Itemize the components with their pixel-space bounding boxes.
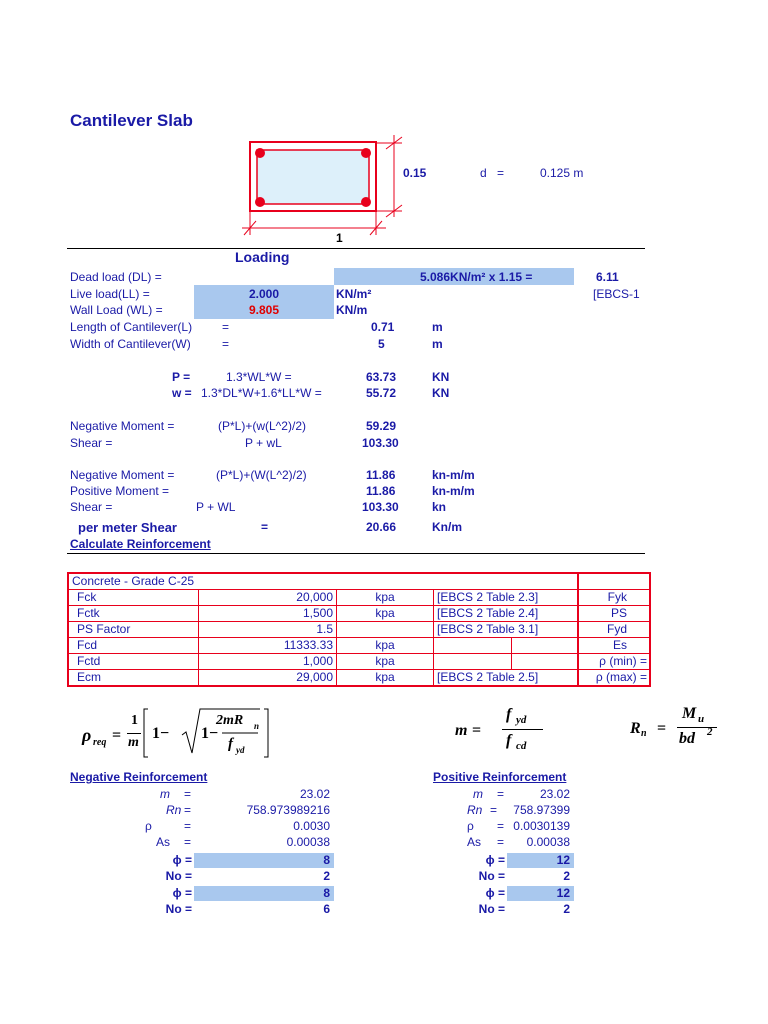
per-meter-shear-label: per meter Shear — [78, 520, 177, 535]
d-value: 0.125 m — [540, 166, 584, 180]
neg-as-value: 0.00038 — [286, 835, 330, 849]
page-title: Cantilever Slab — [70, 111, 193, 130]
neg-rho-label: ρ — [145, 819, 152, 833]
wall-load-unit: KN/m — [336, 303, 368, 317]
neg-as-label: As — [156, 835, 171, 849]
live-load-ref: [EBCS-1 — [593, 287, 640, 301]
neg-rn-label: Rn — [166, 803, 182, 817]
neg-moment2-label: Negative Moment = — [70, 468, 175, 482]
pos-rho-value: 0.0030139 — [513, 819, 570, 833]
neg-phi1-label: ϕ = — [172, 853, 192, 867]
per-meter-shear-value: 20.66 — [366, 520, 397, 534]
w-unit: KN — [432, 386, 450, 400]
pos-phi2-label: ϕ = — [485, 886, 505, 900]
cell-value: 20,000 — [199, 590, 337, 606]
cell-right: ρ (min) = — [578, 654, 650, 670]
shear2-value: 103.30 — [362, 500, 399, 514]
w-formula: 1.3*DL*W+1.6*LL*W = — [201, 386, 322, 400]
neg-reinf-heading: Negative Reinforcement — [70, 770, 208, 784]
concrete-table — [67, 572, 651, 687]
neg-no1-label: No = — [165, 869, 192, 883]
width-label-row: Width of Cantilever(W) — [70, 337, 191, 351]
p-label: P = — [172, 370, 191, 384]
neg-no2-label: No = — [165, 902, 192, 916]
cell-name: PS Factor — [68, 622, 199, 638]
slab-section-drawing — [240, 135, 410, 247]
pos-phi1-input[interactable]: 12 — [556, 853, 570, 867]
m-formula: m = f yd f cd — [455, 705, 555, 760]
cell-value: 29,000 — [199, 670, 337, 687]
depth-label: 0.15 — [403, 166, 427, 180]
shear2-label: Shear = — [70, 500, 113, 514]
width-unit: m — [432, 337, 443, 351]
rn-formula: R n = M u bd 2 — [630, 705, 740, 760]
dead-load-calc: 5.086KN/m² x 1.15 = — [420, 270, 533, 284]
table-row — [68, 638, 650, 654]
rebar-dot — [361, 148, 371, 158]
shear2-formula: P + WL — [196, 500, 236, 514]
cell-unit: kpa — [337, 670, 434, 687]
pos-m-eq: = — [497, 787, 505, 801]
divider — [67, 248, 645, 249]
w-label: w = — [172, 386, 192, 400]
cell-right: Fyd — [578, 622, 650, 638]
shear-label: Shear = — [70, 436, 113, 450]
pos-rn-label: Rn — [467, 803, 483, 817]
pos-rn-value: 758.97399 — [513, 803, 570, 817]
cell-ref — [434, 654, 512, 670]
pos-phi1-label: ϕ = — [485, 853, 505, 867]
wall-load-label: Wall Load (WL) = — [70, 303, 163, 317]
neg-moment2-value: 11.86 — [366, 468, 396, 482]
pos-no2-value: 2 — [563, 902, 570, 916]
pos-m-label: m — [473, 787, 483, 801]
table-row — [68, 654, 650, 670]
table-row — [68, 573, 650, 590]
cell-name: Ecm — [68, 670, 199, 687]
length-value: 0.71 — [371, 320, 395, 334]
live-load-label: Live load(LL) = — [70, 287, 150, 301]
neg-rho-eq: = — [184, 819, 192, 833]
cell-value: 11333.33 — [199, 638, 337, 654]
table-row — [68, 606, 650, 622]
neg-phi1-input[interactable]: 8 — [323, 853, 330, 867]
rebar-dot — [255, 148, 265, 158]
neg-moment-formula: (P*L)+(w(L^2)/2) — [218, 419, 306, 433]
cell-name: Fck — [68, 590, 199, 606]
cell-value: 1,000 — [199, 654, 337, 670]
cell-value: 1,500 — [199, 606, 337, 622]
neg-moment2-unit: kn-m/m — [432, 468, 475, 482]
cell-unit: kpa — [337, 590, 434, 606]
length-label: Length of Cantilever(L) — [70, 320, 193, 334]
reinforcement-heading: Calculate Reinforcement — [70, 537, 211, 551]
cell-unit: kpa — [337, 638, 434, 654]
d-eq: = — [497, 166, 505, 180]
pos-as-value: 0.00038 — [526, 835, 570, 849]
neg-moment-value: 59.29 — [366, 419, 397, 433]
d-label: d — [480, 166, 487, 180]
pos-as-label: As — [467, 835, 482, 849]
pos-as-eq: = — [497, 835, 505, 849]
neg-moment2-formula: (P*L)+(W(L^2)/2) — [216, 468, 307, 482]
concrete-title: Concrete - Grade C-25 — [68, 573, 578, 590]
section-core — [257, 150, 369, 204]
cell-unit: kpa — [337, 606, 434, 622]
shear2-unit: kn — [432, 500, 447, 514]
cell-name: Fcd — [68, 638, 199, 654]
p-unit: KN — [432, 370, 450, 384]
loading-heading: Loading — [235, 249, 290, 265]
pos-reinf-heading: Positive Reinforcement — [433, 770, 567, 784]
pos-moment-unit: kn-m/m — [432, 484, 475, 498]
neg-m-label: m — [160, 787, 170, 801]
cell-name: Fctd — [68, 654, 199, 670]
divider — [67, 553, 645, 554]
rebar-dot — [361, 197, 371, 207]
cell-ref: [EBCS 2 Table 3.1] — [434, 622, 579, 638]
neg-m-value: 23.02 — [299, 787, 330, 801]
length-unit: m — [432, 320, 443, 334]
dead-load-value: 6.11 — [596, 270, 619, 284]
neg-no2-value: 6 — [323, 902, 330, 916]
p-value: 63.73 — [366, 370, 397, 384]
cell-unit — [337, 622, 434, 638]
width-label: 1 — [336, 231, 343, 245]
cell-right: ρ (max) = — [578, 670, 650, 687]
rho-formula: ρ req = 1 m 1− 1− 2mR n f yd — [82, 703, 282, 763]
pos-m-value: 23.02 — [539, 787, 570, 801]
cell-right: Es — [578, 638, 650, 654]
neg-m-eq: = — [184, 787, 192, 801]
width-value: 5 — [378, 337, 385, 351]
cell-ref — [434, 638, 512, 654]
cell-right: Fyk — [578, 590, 650, 606]
neg-rn-value: 758.973989216 — [246, 803, 330, 817]
dead-load-label: Dead load (DL) = — [70, 270, 162, 284]
live-load-input[interactable]: 2.000 — [248, 287, 280, 301]
live-load-unit: KN/m² — [336, 287, 372, 301]
pos-rn-eq: = — [490, 803, 498, 817]
per-meter-shear-eq: = — [261, 520, 269, 534]
pos-no1-label: No = — [478, 869, 505, 883]
pos-no2-label: No = — [478, 902, 505, 916]
per-meter-shear-unit: Kn/m — [432, 520, 462, 534]
cell-unit: kpa — [337, 654, 434, 670]
width-eq: = — [222, 337, 230, 351]
length-eq: = — [222, 320, 230, 334]
pos-rho-eq: = — [497, 819, 505, 833]
pos-moment-label: Positive Moment = — [70, 484, 170, 498]
cell-value: 1.5 — [199, 622, 337, 638]
table-row — [68, 590, 650, 606]
neg-rho-value: 0.0030 — [293, 819, 330, 833]
cell-ref: [EBCS 2 Table 2.4] — [434, 606, 579, 622]
shear-formula: P + wL — [245, 436, 282, 450]
pos-rho-label: ρ — [467, 819, 474, 833]
cell-ref: [EBCS 2 Table 2.3] — [434, 590, 579, 606]
cell-name: Fctk — [68, 606, 199, 622]
p-formula: 1.3*WL*W = — [226, 370, 292, 384]
table-row — [68, 670, 650, 687]
shear-value: 103.30 — [362, 436, 399, 450]
neg-no1-value: 2 — [323, 869, 330, 883]
neg-rn-eq: = — [184, 803, 192, 817]
cell-ref: [EBCS 2 Table 2.5] — [434, 670, 579, 687]
neg-phi2-input[interactable]: 8 — [323, 886, 330, 900]
pos-moment-value: 11.86 — [366, 484, 396, 498]
pos-no1-value: 2 — [563, 869, 570, 883]
neg-phi2-label: ϕ = — [172, 886, 192, 900]
w-value: 55.72 — [366, 386, 397, 400]
rebar-dot — [255, 197, 265, 207]
pos-phi2-input[interactable]: 12 — [556, 886, 570, 900]
neg-as-eq: = — [184, 835, 192, 849]
table-row — [68, 622, 650, 638]
neg-moment-label: Negative Moment = — [70, 419, 175, 433]
cell-right: PS — [578, 606, 650, 622]
wall-load-input[interactable]: 9.805 — [248, 303, 280, 317]
